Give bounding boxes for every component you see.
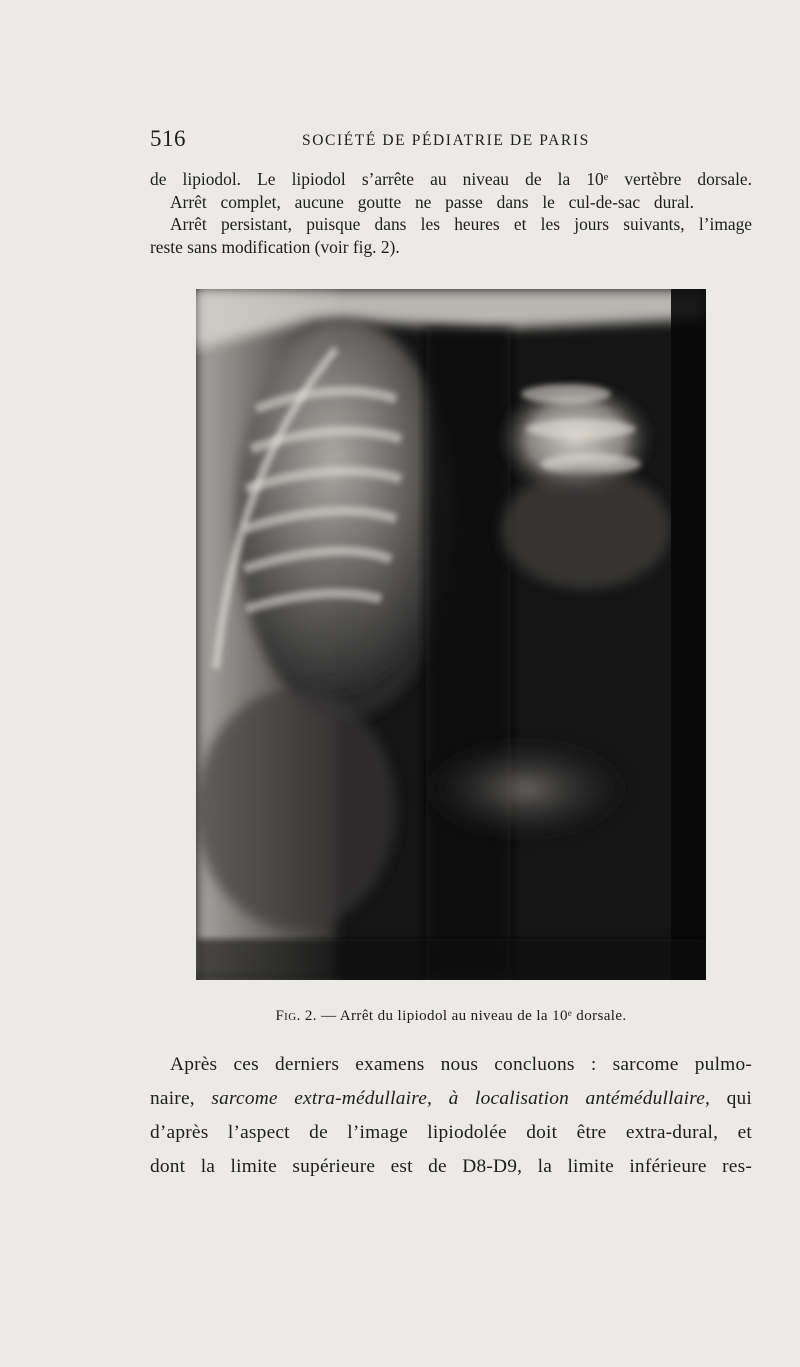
text-segment: qui bbox=[710, 1088, 752, 1109]
text-emphasis: sarcome extra-médullaire, à localisation antémédullaire, bbox=[211, 1088, 711, 1109]
text-line: Arrêt complet, aucune goutte ne passe dans le cul-de-sac dural. bbox=[170, 191, 694, 212]
xray-figure bbox=[196, 289, 706, 980]
text-line: Après ces derniers examens nous concluons : sarcome pulmo- bbox=[170, 1054, 752, 1075]
figure-caption bbox=[150, 1008, 752, 1025]
page-number: 516 bbox=[150, 126, 186, 151]
xray-image bbox=[196, 289, 706, 980]
running-head bbox=[150, 126, 755, 156]
text-line: dont la limite supérieure est de D8-D9, la limite inférieure res- bbox=[150, 1156, 752, 1177]
figure-label: Fig. 2. bbox=[275, 1008, 317, 1024]
text-line: d’après l’aspect de l’image lipiodolée doit être extra-dural, et bbox=[150, 1122, 752, 1143]
figure-caption-text: — Arrêt du lipiodol au niveau de la 10ᵉ dorsale. bbox=[316, 1008, 627, 1024]
text-line bbox=[150, 1082, 752, 1116]
text-line: Arrêt persistant, puisque dans les heures et les jours suivants, l’image bbox=[170, 214, 752, 234]
journal-title: SOCIÉTÉ DE PÉDIATRIE DE PARIS bbox=[302, 132, 590, 149]
text-segment: naire, bbox=[150, 1088, 212, 1109]
text-line: reste sans modification (voir fig. 2). bbox=[150, 236, 400, 257]
paragraph-top bbox=[150, 168, 752, 258]
paragraph-bottom bbox=[150, 1048, 752, 1184]
text-line: de lipiodol. Le lipiodol s’arrête au niveau de la 10ᵉ vertèbre dorsale. bbox=[150, 169, 752, 189]
